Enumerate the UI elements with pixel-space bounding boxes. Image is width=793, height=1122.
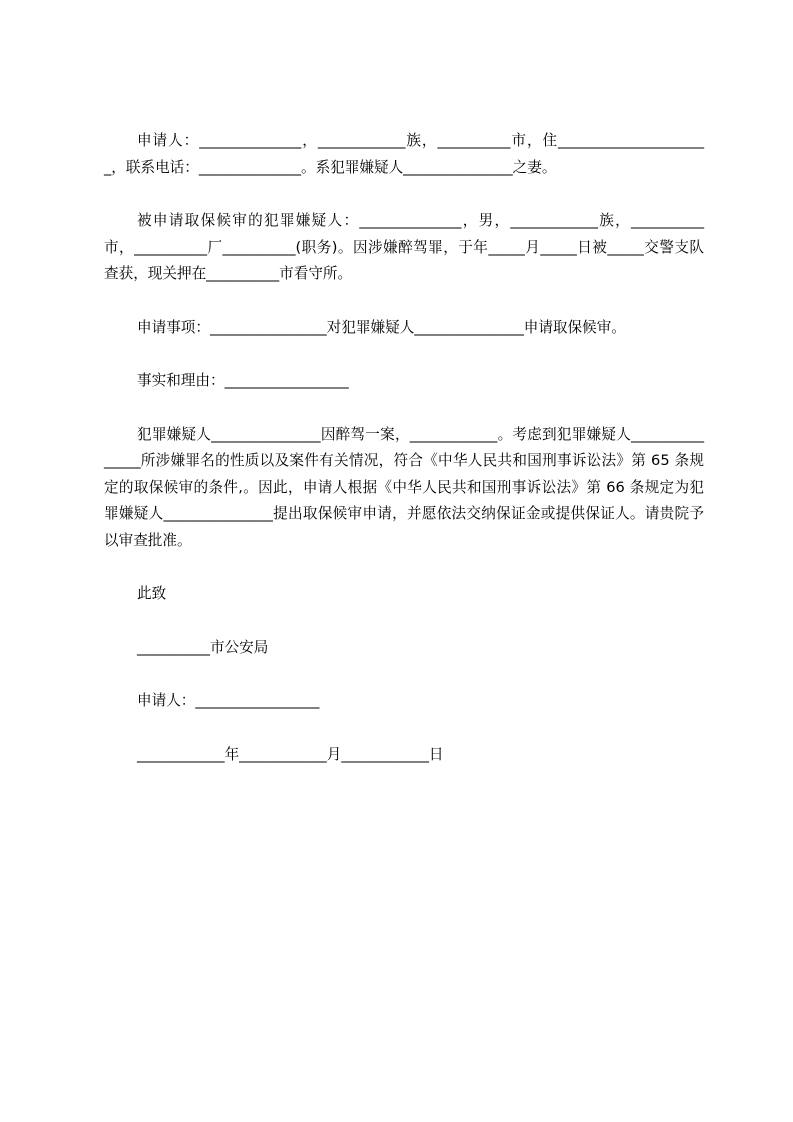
applicant-info-paragraph: 申请人：______________，____________族，__________市，住_____________________，联系电话：______________。系犯罪嫌疑人_______________之妻。 <box>104 132 704 176</box>
date-line: ____________年____________月____________日 <box>137 745 444 763</box>
signature-line: 申请人：_________________ <box>137 692 320 709</box>
application-document <box>104 128 704 795</box>
facts-body-paragraph: 犯罪嫌疑人_______________因醉驾一案，____________。考虑到犯罪嫌疑人_______________所涉嫌罪名的性质以及案件有关情况，符合《中华人民共和国刑事诉讼法》第 65 条规定的取保候审的条件,。因此，申请人根据《中华人民共和国刑事诉讼法》第 66 条规定为犯罪嫌疑人_______________提出取保候审申请，并愿依法交纳保证金或提供保证人。请贵院予以审查批准。 <box>104 425 704 549</box>
suspect-info-paragraph: 被申请取保候审的犯罪嫌疑人：______________，男，____________族，__________市，__________厂__________(职务)。因涉嫌醉驾罪，于年_____月_____日被_____交警支队查获，现关押在__________市看守所。 <box>104 212 704 282</box>
application-item-line: 申请事项：________________对犯罪嫌疑人_______________申请取保候审。 <box>137 318 626 336</box>
facts-reasons-heading: 事实和理由：_________________ <box>137 372 349 389</box>
salutation: 此致 <box>137 585 167 602</box>
recipient: __________市公安局 <box>137 638 269 656</box>
